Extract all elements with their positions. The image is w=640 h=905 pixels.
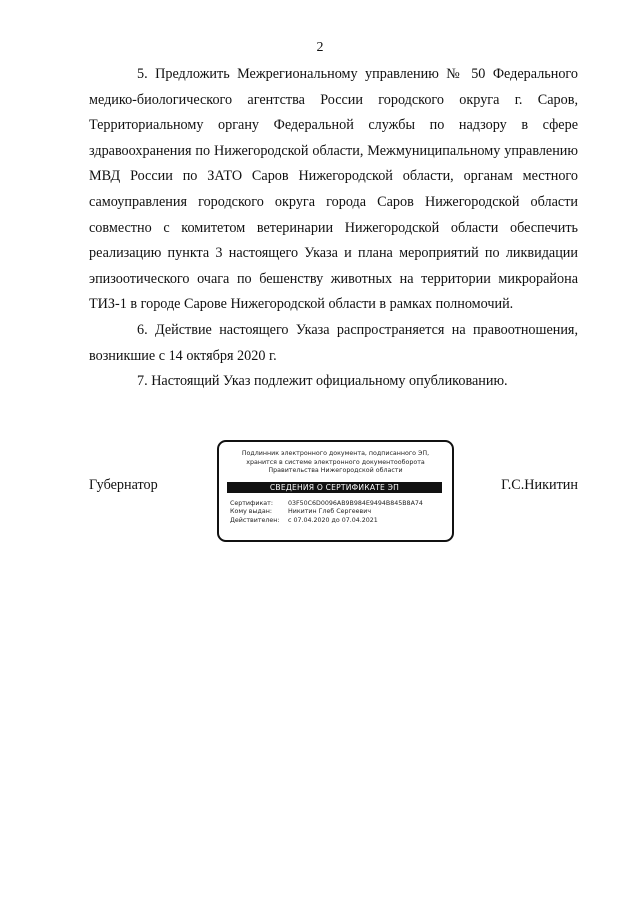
page-number: 2: [316, 40, 324, 55]
stamp-header-line: Подлинник электронного документа, подписанного ЭП,: [241, 450, 430, 457]
certificate-info-bar: СВЕДЕНИЯ О СЕРТИФИКАТЕ ЭП: [227, 482, 442, 493]
paragraph-item-6: 6. Действие настоящего Указа распространяется на правоотношения, возникшие с 14 октября 2020 г.: [89, 321, 578, 364]
stamp-header: [229, 450, 442, 476]
certificate-row: [230, 517, 442, 526]
certificate-label: Сертификат:: [230, 499, 273, 507]
stamp-header-line: хранится в системе электронного документооборота: [246, 458, 425, 466]
certificate-owner: Никитин Глеб Сергеевич: [288, 508, 372, 516]
certificate-label: Действителен:: [230, 516, 280, 524]
paragraph-item-5: 5. Предложить Межрегиональному управлению № 50 Федерального медико-биологического агентства России городского округа г. Саров, Территориальному органу Федеральной службы по надзору в сфере здравоохранения по Нижегородской области, Межмуниципальному управлению МВД России по ЗАТО Саров Нижегородской области, органам местного самоуправления городского округа города Саров Нижегородской области совместно с комитетом ветеринарии Нижегородской области обеспечить реализацию пункта 3 настоящего Указа и плана мероприятий по ликвидации эпизоотического очага по бешенству животных на территории микрорайона ТИЗ-1 в городе Сарове Нижегородской области в рамках полномочий.: [89, 66, 578, 313]
certificate-number: 03F50C6D0096AB9B984E9494B845B8A74: [288, 499, 423, 507]
decree-body: [89, 62, 578, 395]
certificate-label: Кому выдан:: [230, 508, 272, 516]
electronic-signature-stamp: [217, 440, 454, 542]
certificate-row: [230, 508, 442, 517]
signature-block: [0, 440, 640, 546]
certificate-validity: с 07.04.2020 до 07.04.2021: [288, 516, 378, 524]
stamp-header-line: Правительства Нижегородской области: [268, 467, 403, 475]
certificate-details: [230, 500, 442, 526]
signatory-title: Губернатор: [89, 477, 158, 493]
paragraph-item-7: 7. Настоящий Указ подлежит официальному опубликованию.: [137, 373, 508, 390]
signatory-name: Г.С.Никитин: [501, 477, 578, 493]
